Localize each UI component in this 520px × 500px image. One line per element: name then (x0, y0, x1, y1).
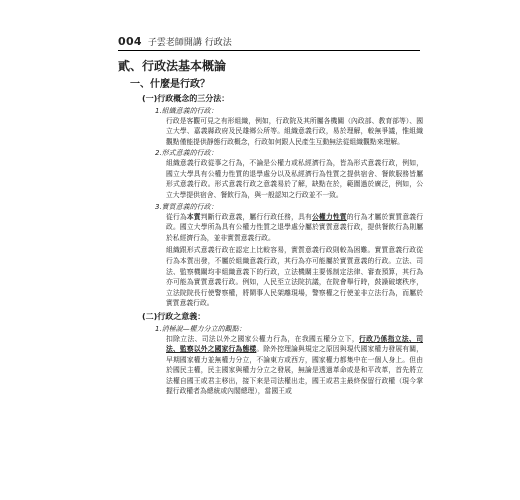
running-title: 子雲老師開講 行政法 (147, 38, 232, 48)
text-run: 從行為 (166, 212, 187, 221)
substantive-paragraph-1 (166, 212, 423, 244)
formal-title: 2.形式意義的行政： (155, 149, 218, 158)
meaning-heading: (二)行政之意義： (142, 312, 206, 321)
page-header (118, 34, 232, 48)
header-rule (118, 50, 420, 51)
text-run: 的行為才屬於實質意義行政。國立大學所為具有公權力性質之退學處分屬於實質意義行政，提供餐飲行為則屬於私經濟行為，並非實質意義行政。 (166, 212, 424, 242)
bold-term: 本質 (186, 212, 201, 221)
substantive-title: 3.實質意義的行政： (155, 202, 218, 211)
text-run: 扣除立法、司法以外之國家公權力行為，在我國五權分立下， (166, 334, 360, 343)
negative-theory-title: 1.消極說—權力分立的觀點： (155, 324, 246, 333)
substantive-paragraph-2: 組織跟形式意義行政在認定上比較容易，實質意義行政則較為困難。實質意義行政從行為本質出發，不屬於組織意義行政，其行為亦可能屬於實質意義的行政。立法、司法、監察機關均非組織意義下的行政，立法機關主要係制定法律、審查預算，其行為亦可能為實質意義行政。例如，人民至立法院抗議，在院會舉行時，鼓譟破壞秩序，立法院院長行使警察權，將鬧事人民架離現場，警察權之行使並非立法行為，而屬於實質意義行政。 (166, 246, 423, 308)
section-title: 貳、行政法基本概論 (118, 59, 227, 73)
page-body (118, 59, 423, 397)
organizational-paragraph: 行政是客觀可見之有形組織，例如，行政院及其所屬各機關（內政部、教育部等）、國立大學、嘉義縣政府及民雄鄉公所等。組織意義行政，易於理解，較無爭議，惟組織觀點僅能提供靜態行政概念，行政如何跟人民產生互動無法從組織觀點來理解。 (166, 116, 423, 146)
page-number: 004 (118, 35, 142, 48)
underlined-term: 公權力性質 (311, 212, 347, 221)
subsection-title: 一、什麼是行政？ (130, 79, 210, 90)
formal-paragraph: 組織意義行政從事之行為，不論是公權力或私經濟行為，皆為形式意義行政，例如，國立大學具有公權力性質的退學處分以及私經濟行為性質之提供宿舍、餐飲服務皆屬形式意義行政。形式意義行政之意義易於了解，缺點在於，範圍過於廣泛，例如，公立大學提供宿舍、餐飲行為，與一般認知之行政並不一致。 (166, 159, 423, 200)
text-run: 判斷行政意義，屬行行政任務，具有 (200, 212, 312, 221)
concept-heading: (一)行政概念的三分法： (142, 94, 230, 103)
organizational-title: 1.組織意義的行政： (155, 106, 218, 115)
underlined-definition: 行政乃係指立法、司法、監察以外之國家行為態樣 (166, 334, 424, 354)
text-run: 。除外控理論與規定之原因與現代國家權力發展有關，早期國家權力並無權力分立，不論東方或西方，國家權力都集中在一個人身上。但由於國民主權，民主國家與權力分立之發展，無論是透過革命或是和平改革，首先將立法權自國王或君主移出，接下來是司法權出走，國王或君主最終保留行政權（現今掌握行政權者為總統或內閣總理），當國王或 (166, 345, 424, 396)
negative-theory-paragraph (166, 334, 423, 398)
